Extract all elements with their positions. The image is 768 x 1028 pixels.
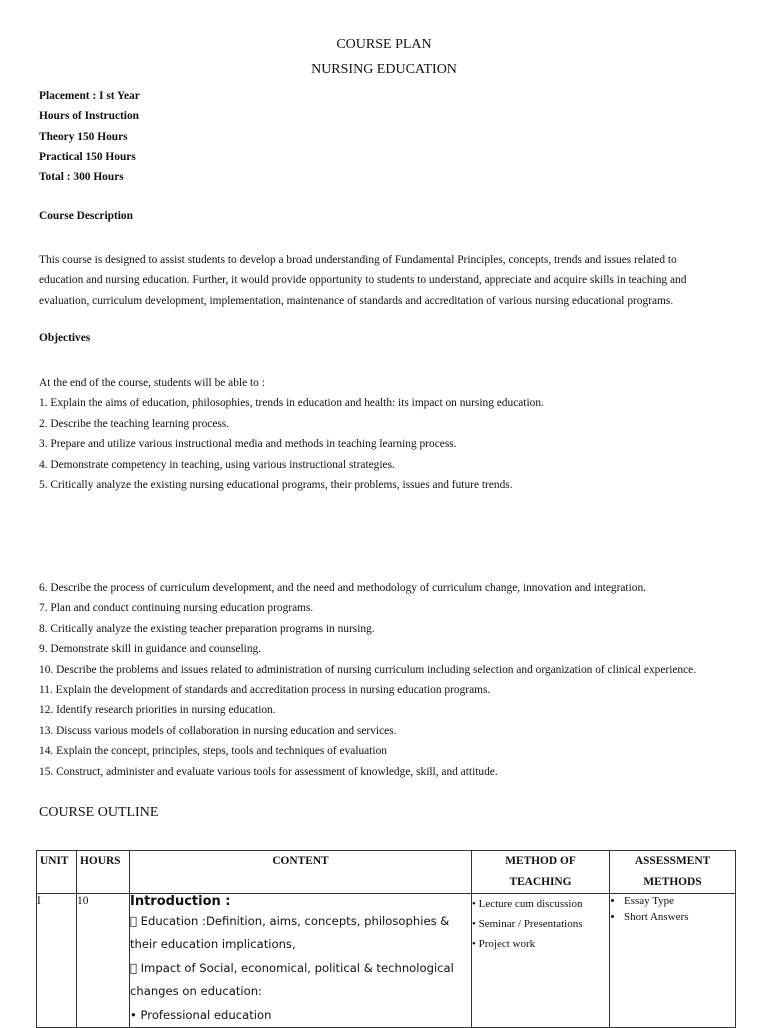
objective-item: 8. Critically analyze the existing teacher preparation programs in nursing.	[39, 622, 375, 635]
description-line: evaluation, curriculum development, implementation, maintenance of standards and accreditation of various nursing educational programs.	[39, 294, 674, 307]
total-hours-text: Total : 300 Hours	[39, 171, 124, 184]
objective-item: 10. Describe the problems and issues related to administration of nursing curriculum including selection and organization of clinical experience.	[39, 663, 697, 676]
course-outline-table	[36, 850, 736, 1028]
objective-item: 7. Plan and conduct continuing nursing education programs.	[39, 602, 314, 615]
assessment-header-line: METHODS	[643, 876, 702, 888]
content-cell	[130, 894, 472, 1028]
description-line: This course is designed to assist students to develop a broad understanding of Fundamental Principles, concepts, trends and issues related to	[39, 254, 677, 266]
method-column-header	[472, 851, 610, 894]
unit-column-header: UNIT	[37, 851, 77, 894]
course-description-heading: Course Description	[39, 210, 133, 222]
objective-item: 12. Identify research priorities in nursing education.	[39, 704, 276, 717]
assessment-column-header	[610, 851, 736, 894]
course-description-text	[39, 250, 729, 311]
theory-hours-text: Theory 150 Hours	[39, 130, 128, 143]
content-line: changes on education:	[130, 984, 262, 999]
objective-item: 4. Demonstrate competency in teaching, using various instructional strategies.	[39, 458, 395, 471]
method-header-line: METHOD OF	[505, 855, 576, 867]
assessment-cell	[610, 894, 736, 1028]
objective-item: 5. Critically analyze the existing nursing educational programs, their problems, issues and future trends.	[39, 479, 513, 492]
content-line: Education :Definition, aims, concepts, philosophies &	[130, 914, 439, 928]
objective-item: 14. Explain the concept, principles, steps, tools and techniques of evaluation	[39, 745, 387, 758]
objective-item: 13. Discuss various models of collaboration in nursing education and services.	[39, 724, 397, 737]
objective-item: 2. Describe the teaching learning process.	[39, 417, 230, 430]
course-outline-heading: COURSE OUTLINE	[39, 805, 159, 820]
method-item: • Seminar / Presentations	[472, 918, 583, 930]
document-title: COURSE PLAN	[336, 37, 432, 52]
content-column-header: CONTENT	[130, 851, 472, 894]
objectives-list-part1	[39, 373, 739, 495]
content-line: Impact of Social, economical, political & technological	[130, 960, 444, 975]
assessment-item: • Essay Type	[624, 894, 735, 910]
objective-item: 11. Explain the development of standards and accreditation process in nursing education programs.	[39, 684, 491, 697]
content-line: • Professional education	[130, 1007, 272, 1022]
assessment-list	[610, 894, 735, 925]
document-subtitle: NURSING EDUCATION	[311, 62, 457, 77]
assessment-item: • Short Answers	[624, 910, 735, 926]
hours-cell: 10	[77, 894, 130, 1028]
method-header-line: TEACHING	[509, 876, 572, 888]
content-title: Introduction :	[130, 894, 231, 909]
hours-instruction-text: Hours of Instruction	[39, 110, 139, 123]
objectives-intro: At the end of the course, students will be able to :	[39, 377, 265, 389]
objective-item: 1. Explain the aims of education, philosophies, trends in education and health: its impact on nursing education.	[39, 397, 544, 410]
objective-item: 9. Demonstrate skill in guidance and counseling.	[39, 643, 262, 656]
objective-item: 3. Prepare and utilize various instructional media and methods in teaching learning process.	[39, 438, 457, 451]
method-item: • Lecture cum discussion	[472, 898, 583, 910]
assessment-header-line: ASSESSMENT	[634, 855, 711, 867]
hours-column-header: HOURS	[77, 851, 130, 894]
placement-text: Placement : I st Year	[39, 90, 140, 102]
description-line: education and nursing education. Further, it would provide opportunity to students to understand, appreciate and acquire skills in teaching and	[39, 274, 687, 287]
table-header-row	[37, 851, 736, 894]
course-meta	[39, 86, 140, 187]
objective-item: 6. Describe the process of curriculum development, and the need and methodology of curriculum change, innovation and integration.	[39, 582, 646, 594]
practical-hours-text: Practical 150 Hours	[39, 150, 136, 163]
objective-item: 15. Construct, administer and evaluate various tools for assessment of knowledge, skill, and attitude.	[39, 765, 498, 778]
method-item: • Project work	[472, 938, 536, 950]
table-row	[37, 894, 736, 1028]
unit-cell: I	[37, 894, 77, 1028]
content-line: their education implications,	[130, 937, 296, 952]
objectives-list-part2	[39, 578, 739, 782]
objectives-heading: Objectives	[39, 332, 91, 344]
method-cell	[472, 894, 610, 1028]
